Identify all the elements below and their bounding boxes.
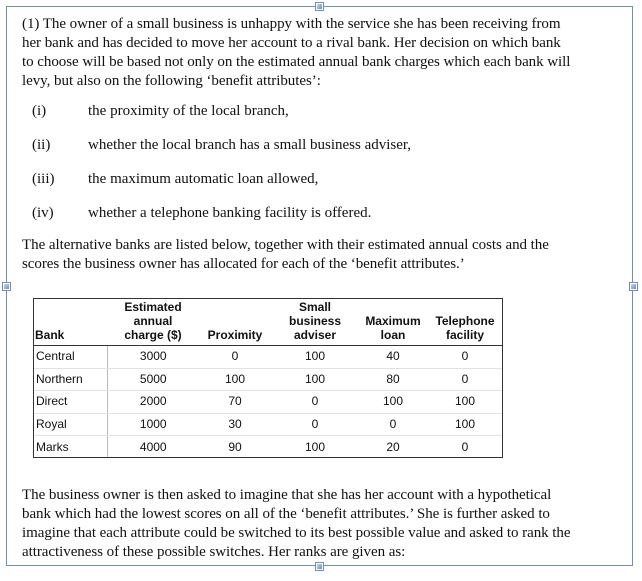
cell-bank: Royal bbox=[33, 413, 107, 436]
cell-proximity: 70 bbox=[199, 391, 271, 414]
header-annual-charge bbox=[107, 298, 199, 346]
attribute-text: whether the local branch has a small business adviser, bbox=[88, 137, 412, 153]
header-charge-line: charge ($) bbox=[124, 328, 182, 342]
cell-proximity: 90 bbox=[228, 439, 242, 454]
attribute-text: whether a telephone banking facility is offered. bbox=[88, 205, 372, 221]
table-intro-line: scores the business owner has allocated for each of the ‘benefit attributes.’ bbox=[22, 256, 465, 272]
attribute-text: the maximum automatic loan allowed, bbox=[88, 171, 319, 187]
closing-line: attractiveness of these possible switches. Her ranks are given as: bbox=[22, 544, 406, 560]
attribute-number: (iii) bbox=[32, 171, 55, 187]
cell-proximity: 0 bbox=[199, 346, 271, 369]
cell-bank: Central bbox=[33, 346, 107, 369]
table-row bbox=[33, 346, 503, 369]
cell-loan: 80 bbox=[359, 368, 427, 391]
intro-line: her bank and has decided to move her account to a rival bank. Her decision on which bank bbox=[22, 35, 561, 51]
cell-loan: 100 bbox=[359, 391, 427, 414]
closing-line: imagine that each attribute could be switched to its best possible value and asked to rank the bbox=[22, 525, 571, 541]
header-telephone bbox=[427, 298, 503, 346]
attribute-number: (iv) bbox=[32, 205, 54, 221]
intro-line: levy, but also on the following ‘benefit attributes’: bbox=[22, 73, 321, 89]
cell-charge: 1000 bbox=[107, 413, 199, 436]
intro-line: (1) The owner of a small business is unhappy with the service she has been receiving from bbox=[22, 16, 561, 32]
cell-telephone: 100 bbox=[427, 391, 503, 414]
header-proximity: Proximity bbox=[199, 298, 271, 346]
attribute-number: (ii) bbox=[32, 137, 51, 153]
cell-charge: 4000 bbox=[139, 439, 167, 454]
cell-telephone: 0 bbox=[427, 368, 503, 391]
cell-adviser: 100 bbox=[304, 439, 326, 454]
table-row bbox=[33, 368, 503, 391]
cell-bank: Direct bbox=[33, 391, 107, 414]
cell-loan: 40 bbox=[359, 346, 427, 369]
intro-paragraph bbox=[22, 15, 622, 91]
cell-charge: 3000 bbox=[107, 346, 199, 369]
table-row bbox=[33, 413, 503, 436]
cell-adviser: 0 bbox=[271, 391, 359, 414]
header-charge-line: annual bbox=[133, 314, 173, 328]
cell-proximity: 30 bbox=[199, 413, 271, 436]
table-intro-paragraph bbox=[22, 236, 622, 274]
cell-telephone: 0 bbox=[461, 439, 469, 454]
header-bank: Bank bbox=[33, 298, 107, 346]
cell-telephone: 0 bbox=[427, 346, 503, 369]
bank-scores-table bbox=[33, 298, 503, 458]
table-row bbox=[33, 436, 503, 458]
closing-paragraph bbox=[22, 486, 622, 562]
resize-handle-bottom[interactable] bbox=[315, 562, 324, 571]
table-intro-line: The alternative banks are listed below, together with their estimated annual costs and the bbox=[22, 237, 549, 253]
cell-adviser: 100 bbox=[271, 368, 359, 391]
resize-handle-top[interactable] bbox=[315, 2, 324, 11]
cell-charge: 2000 bbox=[107, 391, 199, 414]
header-charge-line: Estimated bbox=[124, 300, 182, 314]
cell-charge: 5000 bbox=[107, 368, 199, 391]
header-loan-line: loan bbox=[380, 328, 406, 342]
table-row bbox=[33, 391, 503, 414]
header-telephone-line: Telephone bbox=[435, 314, 495, 328]
header-telephone-line: facility bbox=[445, 328, 484, 342]
intro-line: to choose will be based not only on the estimated annual bank charges which each bank will bbox=[22, 54, 571, 70]
attribute-number: (i) bbox=[32, 103, 47, 119]
cell-bank: Northern bbox=[33, 368, 107, 391]
header-loan-line: Maximum bbox=[365, 314, 421, 328]
cell-adviser: 0 bbox=[271, 413, 359, 436]
resize-handle-left[interactable] bbox=[2, 282, 11, 291]
closing-line: bank which had the lowest scores on all of the ‘benefit attributes.’ She is further asked to bbox=[22, 506, 550, 522]
cell-loan: 20 bbox=[386, 439, 400, 454]
cell-bank: Marks bbox=[33, 436, 107, 458]
table-header-row bbox=[33, 298, 503, 346]
attribute-text: the proximity of the local branch, bbox=[88, 103, 289, 119]
cell-adviser: 100 bbox=[271, 346, 359, 369]
cell-telephone: 100 bbox=[427, 413, 503, 436]
cell-proximity: 100 bbox=[199, 368, 271, 391]
resize-handle-right[interactable] bbox=[629, 282, 638, 291]
header-adviser bbox=[271, 298, 359, 346]
closing-line: The business owner is then asked to imagine that she has her account with a hypothetical bbox=[22, 487, 552, 503]
header-adviser-line: Small bbox=[298, 300, 331, 314]
header-adviser-line: adviser bbox=[293, 328, 337, 342]
cell-loan: 0 bbox=[359, 413, 427, 436]
header-adviser-line: business bbox=[288, 314, 342, 328]
header-loan bbox=[359, 298, 427, 346]
